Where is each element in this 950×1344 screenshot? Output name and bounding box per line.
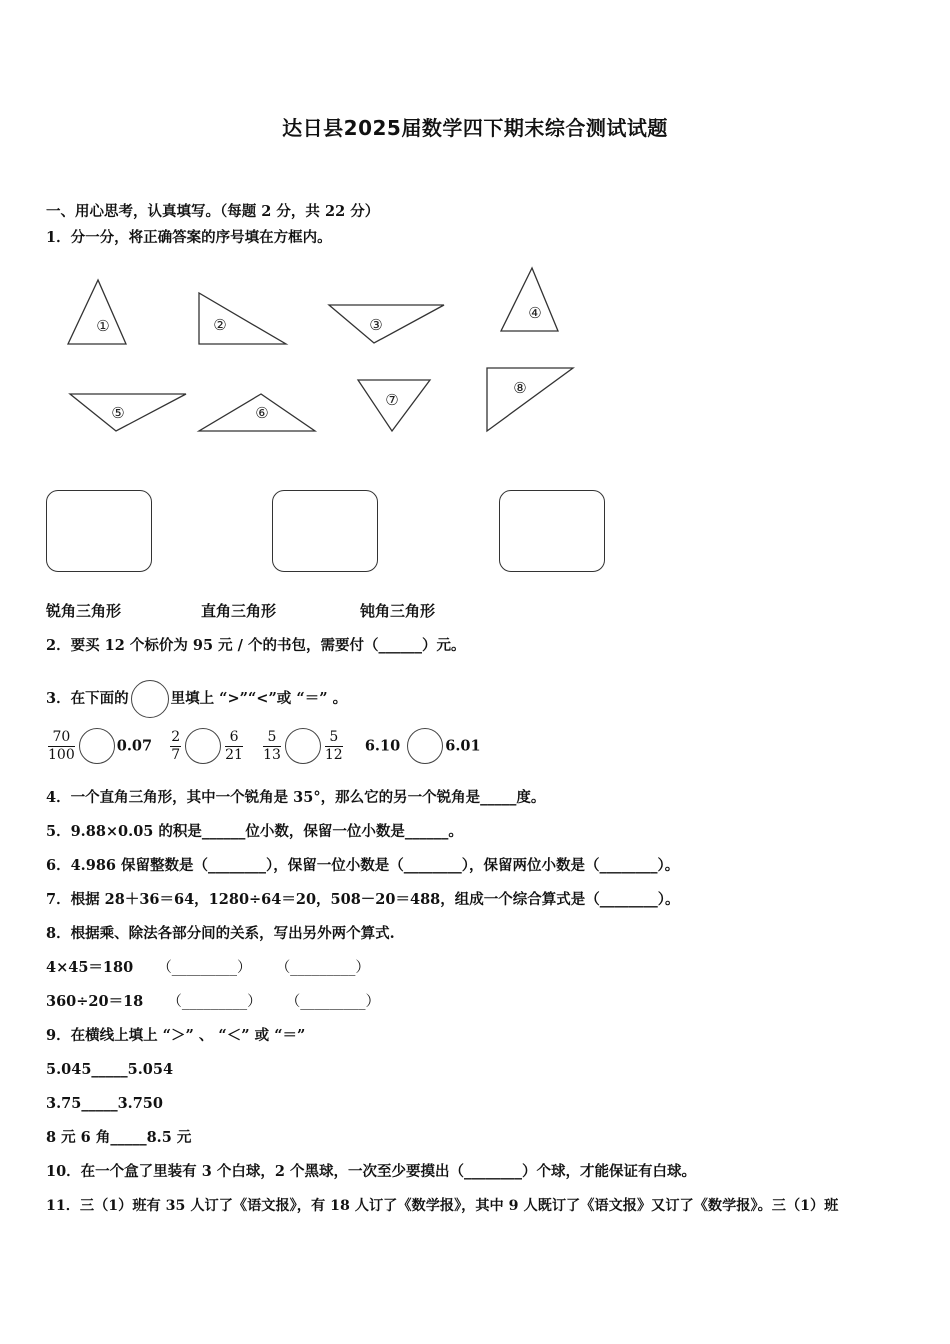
answer-box-right[interactable] xyxy=(272,490,378,572)
triangle-2 xyxy=(199,293,286,344)
fraction-denominator: 100 xyxy=(48,746,75,763)
fraction-numerator: 6 xyxy=(225,729,243,747)
fraction-2-7 xyxy=(170,729,181,764)
triangle-label-3: ③ xyxy=(369,316,383,334)
question-1: 1．分一分，将正确答案的序号填在方框内。 xyxy=(46,229,332,246)
question-10: 10．在一个盒了里装有 3 个白球，2 个黑球，一次至少要摸出（________）个球，才能保证有白球。 xyxy=(46,1163,696,1180)
compare-circle-2[interactable] xyxy=(185,728,221,764)
question-5: 5．9.88×0.05 的积是______位小数，保留一位小数是______。 xyxy=(46,823,463,840)
question-3-prefix: 3．在下面的 xyxy=(46,690,129,707)
triangle-label-5: ⑤ xyxy=(111,404,125,422)
question-3-suffix: 里填上 “>”“<”或 “＝” 。 xyxy=(170,690,348,707)
question-9: 9．在横线上填上 “＞” 、 “＜” 或 “＝” xyxy=(46,1027,306,1044)
question-3 xyxy=(46,680,347,718)
triangle-label-1: ① xyxy=(96,317,110,335)
compare-circle-3[interactable] xyxy=(285,728,321,764)
fraction-numerator: 2 xyxy=(171,728,181,745)
fraction-denominator: 13 xyxy=(263,746,281,763)
question-11: 11．三（1）班有 35 人订了《语文报》，有 18 人订了《数学报》，其中 9 人既订了《语文报》又订了《数学报》。三（1）班 xyxy=(46,1198,839,1214)
answer-blank[interactable]: （_________） xyxy=(285,994,381,1010)
fraction-denominator: 12 xyxy=(324,746,343,763)
compare-circle-4[interactable] xyxy=(407,728,443,764)
label-obtuse-triangle: 钝角三角形 xyxy=(360,602,436,620)
label-right-triangle: 直角三角形 xyxy=(201,602,277,620)
compare-value-0-07: 0.07 xyxy=(116,737,153,755)
compare-value-6-10: 6.10 xyxy=(364,737,401,755)
fraction-6-21 xyxy=(225,729,243,764)
triangle-label-7: ⑦ xyxy=(385,391,399,409)
page-title: 达日县2025届数学四下期末综合测试试题 xyxy=(282,116,668,140)
answer-blank[interactable]: （_________） xyxy=(275,960,370,976)
fraction-5-12 xyxy=(325,729,343,764)
triangle-figures xyxy=(46,260,606,440)
triangle-label-6: ⑥ xyxy=(255,404,269,422)
question-6: 6．4.986 保留整数是（________），保留一位小数是（________），保留两位小数是（________）。 xyxy=(46,857,680,874)
fraction-numerator: 5 xyxy=(325,729,343,747)
fraction-denominator: 7 xyxy=(171,746,181,763)
answer-blank[interactable]: （_________） xyxy=(167,994,262,1010)
fraction-denominator: 21 xyxy=(225,746,243,763)
triangle-label-2: ② xyxy=(213,316,227,334)
question-4: 4．一个直角三角形，其中一个锐角是 35°，那么它的另一个锐角是_____度。 xyxy=(46,789,546,806)
equation-4x45: 4×45＝180 xyxy=(46,959,134,976)
compare-circle-1[interactable] xyxy=(79,728,115,764)
triangle-8 xyxy=(487,368,573,431)
equation-360div20: 360÷20＝18 xyxy=(46,993,144,1010)
question-9-line-2: 3.75_____3.750 xyxy=(46,1095,163,1112)
triangle-5 xyxy=(70,394,186,431)
answer-box-obtuse[interactable] xyxy=(499,490,605,572)
fraction-70-100 xyxy=(48,729,75,764)
circle-icon xyxy=(131,680,169,718)
question-2: 2．要买 12 个标价为 95 元 / 个的书包，需要付（______）元。 xyxy=(46,637,466,654)
question-7: 7．根据 28＋36＝64，1280÷64＝20，508－20＝488，组成一个综合算式是（________）。 xyxy=(46,891,680,908)
fraction-numerator: 5 xyxy=(263,729,281,747)
compare-value-6-01: 6.01 xyxy=(445,737,481,755)
question-8-row-1 xyxy=(46,958,370,978)
question-9-line-1: 5.045_____5.054 xyxy=(46,1061,174,1078)
triangle-label-8: ⑧ xyxy=(513,379,527,397)
question-8-row-2 xyxy=(46,992,380,1012)
question-8: 8．根据乘、除法各部分间的关系，写出另外两个算式. xyxy=(46,925,395,942)
answer-blank[interactable]: （_________） xyxy=(157,960,252,976)
section-1-heading: 一、用心思考，认真填写。（每题 2 分，共 22 分） xyxy=(46,203,380,220)
fraction-5-13 xyxy=(263,729,281,764)
label-acute-triangle: 锐角三角形 xyxy=(46,602,122,620)
triangle-3 xyxy=(329,305,444,343)
triangle-label-4: ④ xyxy=(528,304,542,322)
fraction-numerator: 70 xyxy=(48,729,75,747)
answer-box-acute[interactable] xyxy=(46,490,152,572)
question-9-line-3: 8 元 6 角_____8.5 元 xyxy=(46,1129,192,1146)
comparison-row xyxy=(46,728,481,764)
